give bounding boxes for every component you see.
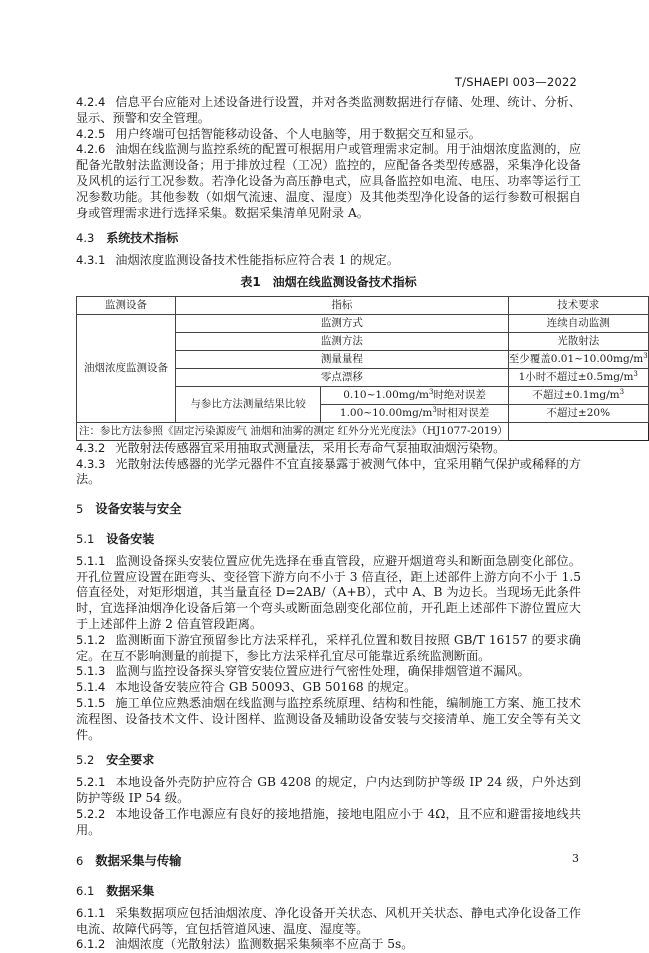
clause-text: 监测与监控设备探头穿管安装位置应进行气密性处理，确保排烟管道不漏风。 (115, 664, 530, 679)
header-device: 监测设备 (77, 296, 176, 314)
chapter-title: 数据采集与传输 (95, 854, 182, 869)
section-title: 数据采集 (106, 884, 155, 899)
clause-text: 监测设备探头安装位置应优先选择在垂直管段，应避开烟道弯头和断面急剧变化部位。开孔位置应设置在距弯头、变径管下游方向不小于 3 倍直径，距上述部件上游方向不小于 1.5 倍直径处，对矩形烟道，其当量直径 D=2AB/（A+B），式中 A、B 为边长。当现场无此条件时，宜选择油烟净化设备后第一个弯头或断面急剧变化部位前，开孔距上述部件下游位置应大于上述部件上游 2 倍直管段距离。 (76, 553, 581, 631)
clause-5-1-5 (76, 696, 581, 743)
clause-text: 本地设备工作电源应有良好的接地措施，接地电阻应小于 4Ω，且不应和避雷接地线共用。 (76, 806, 581, 837)
clause-number: 5.1.1 (76, 553, 106, 568)
clause-4-2-6 (76, 142, 581, 221)
chapter-heading-5 (76, 502, 581, 518)
clause-text: 信息平台应能对上述设备进行设置，并对各类监测数据进行存储、处理、统计、分析、显示、预警和安全管理。 (76, 95, 581, 125)
requirement-cell: 不超过±20% (508, 404, 648, 422)
section-title: 系统技术指标 (106, 231, 179, 246)
clause-number: 6.1.1 (76, 905, 106, 920)
clause-text: 光散射法传感器的光学元器件不宜直接暴露于被测气体中，宜采用鞘气保护或稀释的方法。 (76, 456, 581, 487)
document-code-header: T/SHAEPI 003—2022 (454, 75, 577, 89)
chapter-heading-6 (76, 854, 581, 870)
chapter-title: 设备安装与安全 (95, 502, 182, 517)
section-heading-5-1 (76, 532, 581, 548)
chapter-number: 6 (76, 854, 84, 869)
clause-number: 4.2.4 (76, 95, 106, 109)
clause-number: 4.3.2 (76, 440, 106, 455)
section-title: 安全要求 (106, 753, 155, 768)
clause-5-2-1 (76, 775, 581, 807)
clause-number: 5.2.2 (76, 806, 106, 821)
clause-5-2-2 (76, 807, 581, 839)
condition-cell: $0.10\sim 1.00mg/m^3$时绝对误差 (321, 386, 508, 404)
clause-text: 用户终端可包括智能移动设备、个人电脑等，用于数据交互和显示。 (115, 126, 481, 141)
clause-text: 光散射法传感器宜采用抽取式测量法，采用长寿命气泵抽取油烟污染物。 (115, 440, 506, 455)
section-heading-4-3 (76, 231, 581, 247)
table-header-row (77, 296, 649, 314)
clause-5-1-4 (76, 680, 581, 696)
clause-4-2-5 (76, 127, 581, 143)
section-heading-5-2 (76, 753, 581, 769)
requirement-cell: 1小时不超过$\pm 0.5mg/m^3$ (508, 368, 648, 386)
clause-4-3-3 (76, 457, 581, 489)
section-title: 设备安装 (106, 531, 155, 546)
clause-4-3-1 (76, 253, 581, 269)
clause-5-1-2 (76, 633, 581, 665)
page-number: 3 (572, 852, 579, 865)
clause-text: 油烟浓度监测设备技术性能指标应符合表 1 的规定。 (115, 253, 399, 268)
clause-number: 5.1.4 (76, 680, 106, 695)
device-cell: 油烟浓度监测设备 (77, 314, 176, 422)
table-note: 注：参比方法参照《固定污染源废气 油烟和油雾的测定 红外分光光度法》（HJ1077-2019） (77, 422, 509, 440)
requirement-cell: 光散射法 (508, 332, 648, 350)
clause-4-3-2 (76, 441, 581, 457)
clause-number: 4.3.1 (76, 253, 106, 268)
clause-number: 4.3.3 (76, 456, 106, 471)
clause-number: 5.1.5 (76, 695, 106, 710)
section-number: 6.1 (76, 884, 95, 899)
clause-number: 4.2.5 (76, 126, 106, 141)
clause-5-1-1 (76, 554, 581, 633)
indicator-cell: 监测方式 (175, 314, 508, 332)
indicator-cell: 监测方法 (175, 332, 508, 350)
clause-number: 5.2.1 (76, 775, 106, 790)
technical-indicators-table (76, 296, 649, 441)
header-requirement: 技术要求 (508, 296, 648, 314)
comparison-label-cell: 与参比方法测量结果比较 (175, 386, 320, 422)
requirement-cell: 至少覆盖$0.01\sim 10.00mg/m^3$ (508, 350, 648, 368)
condition-cell: $1.00\sim 10.00mg/m^3$时相对误差 (321, 404, 508, 422)
indicator-cell: 测量量程 (175, 350, 508, 368)
clause-text: 本地设备外壳防护应符合 GB 4208 的规定，户内达到防护等级 IP 24 级，户外达到防护等级 IP 54 级。 (76, 775, 581, 805)
clause-text: 采集数据项应包括油烟浓度、净化设备开关状态、风机开关状态、静电式净化设备工作电流、故障代码等，宜包括管道风速、温度、湿度等。 (76, 905, 581, 936)
section-number: 5.2 (76, 753, 95, 768)
clause-number: 5.1.2 (76, 632, 106, 647)
clause-4-2-4 (76, 95, 581, 127)
chapter-number: 5 (76, 502, 84, 517)
clause-number: 4.2.6 (76, 142, 106, 157)
clause-6-1-1 (76, 906, 581, 938)
clause-text: 油烟在线监测与监控系统的配置可根据用户或管理需求定制。用于油烟浓度监测的，应配备光散射法监测设备；用于排放过程（工况）监控的，应配备各类型传感器，采集净化设备及风机的运行工况参数。若净化设备为高压静电式，应具备监控如电流、电压、功率等运行工况参数功能。其他参数（如烟气流速、温度、湿度）及其他类型净化设备的运行参数可根据自身或管理需求进行选择采集。数据采集清单见附录 A。 (76, 142, 581, 220)
document-body (76, 95, 648, 953)
clause-5-1-3 (76, 664, 581, 680)
section-number: 5.1 (76, 531, 95, 546)
table-caption: 表1 油烟在线监测设备技术指标 (240, 274, 417, 289)
clause-text: 监测断面下游宜预留参比方法采样孔，采样孔位置和数目按照 GB/T 16157 的要求确定。在互不影响测量的前提下，参比方法采样孔宜尽可能靠近系统监测断面。 (76, 632, 581, 663)
table-row (77, 314, 649, 332)
table-note-row (77, 422, 649, 440)
clause-6-1-2 (76, 937, 581, 953)
clause-text: 本地设备安装应符合 GB 50093、GB 50168 的规定。 (115, 680, 417, 695)
requirement-cell: 连续自动监测 (508, 314, 648, 332)
clause-number: 6.1.2 (76, 937, 106, 952)
clause-text: 油烟浓度（光散射法）监测数据采集频率不应高于 5s。 (115, 937, 414, 952)
clause-text: 施工单位应熟悉油烟在线监测与监控系统原理、结构和性能，编制施工方案、施工技术流程图、设备技术文件、设计图样、监测设备及辅助设备安装与交接清单、施工安全等有关文件。 (76, 695, 581, 742)
section-number: 4.3 (76, 231, 95, 246)
indicator-cell: 零点漂移 (175, 368, 508, 386)
requirement-cell: 不超过$\pm 0.1mg/m^3$ (508, 386, 648, 404)
clause-number: 5.1.3 (76, 664, 106, 679)
header-indicator: 指标 (175, 296, 508, 314)
section-heading-6-1 (76, 884, 581, 900)
